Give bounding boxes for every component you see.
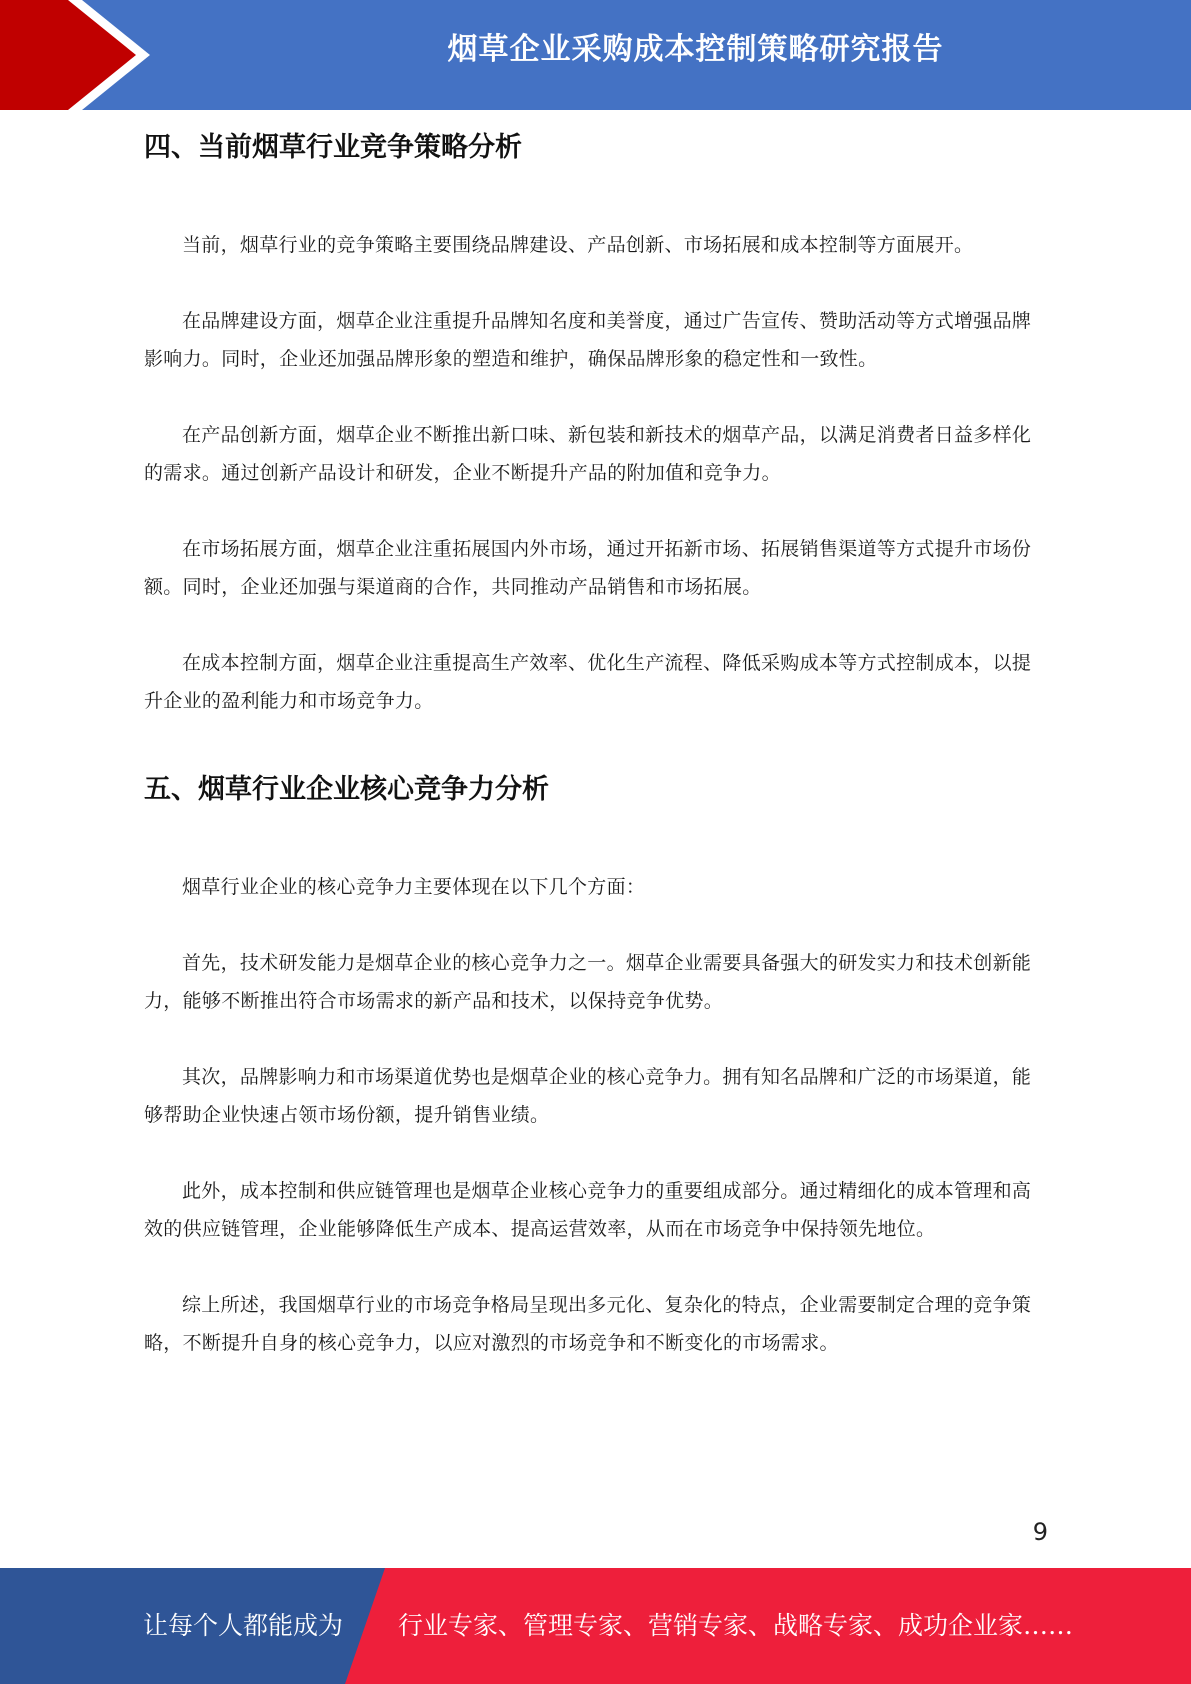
page-header bbox=[0, 0, 1191, 110]
page-content bbox=[144, 128, 1049, 1362]
paragraph: 此外，成本控制和供应链管理也是烟草企业核心竞争力的重要组成部分。通过精细化的成本管理和高效的供应链管理，企业能够降低生产成本、提高运营效率，从而在市场竞争中保持领先地位。 bbox=[144, 1180, 1032, 1240]
paragraph: 其次，品牌影响力和市场渠道优势也是烟草企业的核心竞争力。拥有知名品牌和广泛的市场渠道，能够帮助企业快速占领市场份额，提升销售业绩。 bbox=[144, 1066, 1032, 1126]
paragraph: 综上所述，我国烟草行业的市场竞争格局呈现出多元化、复杂化的特点，企业需要制定合理的竞争策略，不断提升自身的核心竞争力，以应对激烈的市场竞争和不断变化的市场需求。 bbox=[144, 1294, 1032, 1354]
paragraph: 在市场拓展方面，烟草企业注重拓展国内外市场，通过开拓新市场、拓展销售渠道等方式提升市场份额。同时，企业还加强与渠道商的合作，共同推动产品销售和市场拓展。 bbox=[144, 538, 1032, 598]
paragraph: 在品牌建设方面，烟草企业注重提升品牌知名度和美誉度，通过广告宣传、赞助活动等方式增强品牌影响力。同时，企业还加强品牌形象的塑造和维护，确保品牌形象的稳定性和一致性。 bbox=[144, 310, 1032, 370]
section-title: 四、当前烟草行业竞争策略分析 bbox=[144, 132, 522, 163]
footer-slogan-right: 行业专家、管理专家、营销专家、战略专家、成功企业家…… bbox=[398, 1611, 1074, 1640]
paragraph: 首先，技术研发能力是烟草企业的核心竞争力之一。烟草企业需要具备强大的研发实力和技术创新能力，能够不断推出符合市场需求的新产品和技术，以保持竞争优势。 bbox=[144, 952, 1032, 1012]
section-title: 五、烟草行业企业核心竞争力分析 bbox=[144, 774, 549, 805]
page-number: 9 bbox=[1032, 1518, 1048, 1546]
header-title: 烟草企业采购成本控制策略研究报告 bbox=[447, 32, 944, 67]
footer-slogan-left: 让每个人都能成为 bbox=[143, 1611, 344, 1640]
page-footer bbox=[0, 1568, 1191, 1684]
paragraph: 烟草行业企业的核心竞争力主要体现在以下几个方面： bbox=[182, 876, 646, 898]
paragraph: 在成本控制方面，烟草企业注重提高生产效率、优化生产流程、降低采购成本等方式控制成本，以提升企业的盈利能力和市场竞争力。 bbox=[144, 652, 1032, 712]
paragraph: 在产品创新方面，烟草企业不断推出新口味、新包装和新技术的烟草产品，以满足消费者日益多样化的需求。通过创新产品设计和研发，企业不断提升产品的附加值和竞争力。 bbox=[144, 424, 1032, 484]
paragraph: 当前，烟草行业的竞争策略主要围绕品牌建设、产品创新、市场拓展和成本控制等方面展开。 bbox=[182, 234, 974, 256]
